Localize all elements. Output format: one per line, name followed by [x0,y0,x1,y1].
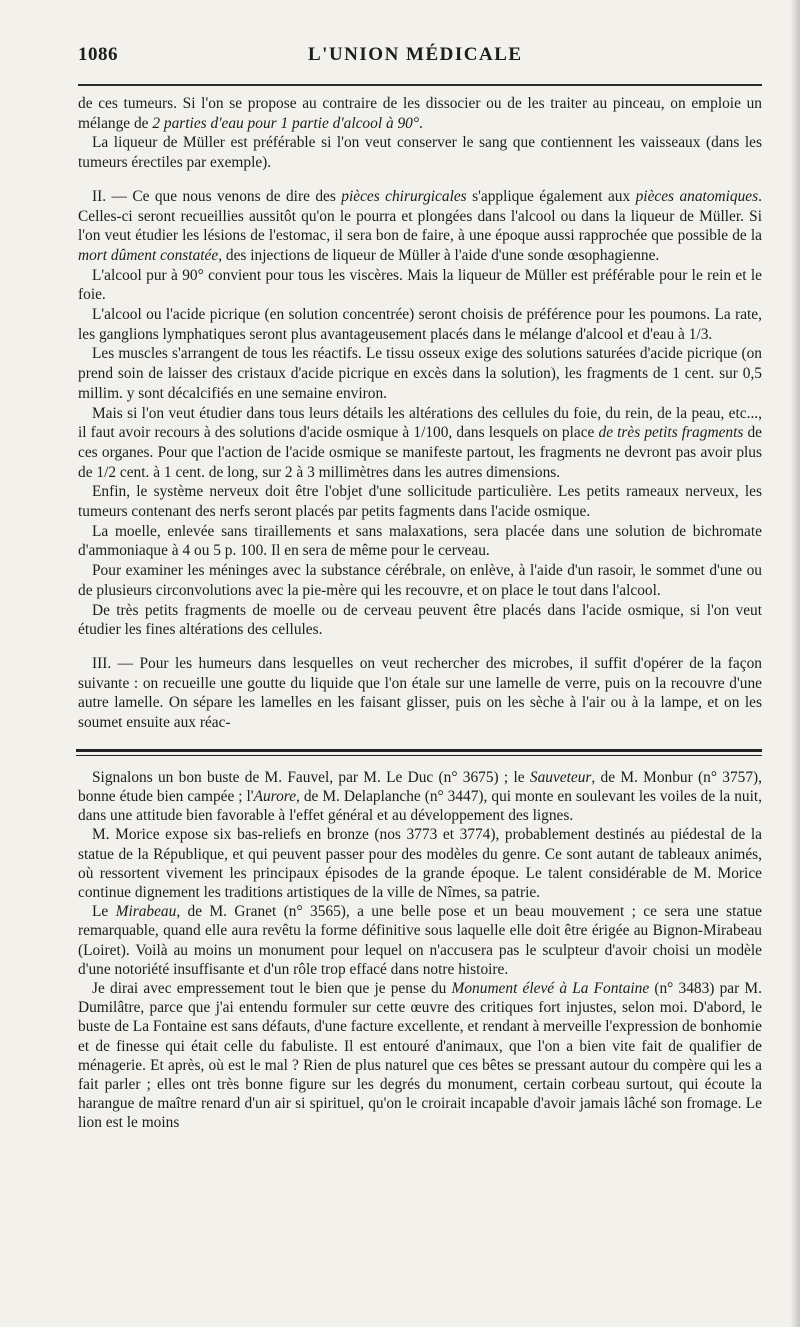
paragraph: L'alcool pur à 90° convient pour tous les viscères. Mais la liqueur de Müller est préférable pour le rein et le foie. [78,266,762,304]
paragraph: L'alcool ou l'acide picrique (en solution concentrée) seront choisis de préférence pour les poumons. La rate, les ganglions lymphatiques seront plus avantageusement placés dans le mélange d'alcool et d'eau à 1/3. [78,306,762,343]
article-body [78,94,762,733]
paragraph: Je dirai avec empressement tout le bien que je pense du Monument élevé à La Fontaine (n° 3483) par M. Dumilâtre, parce que j'ai entendu formuler sur cette œuvre des critiques fort injustes, selon moi. D'abord, le buste de La Fontaine est sans défauts, d'une facture excellente, et rendant à merveille l'expression de bonhomie et de finesse qui était celle du fabuliste. Il est entouré d'animaux, que l'on a bien vite fait de qualifier de ménagerie. Et après, où est le mal ? Rien de plus naturel que ces bêtes se pressant autour du compère qui les a fait parler ; elles ont très bonne figure sur les degrés du monument, certain corbeau surtout, qui écoute la harangue de maître renard d'un air si spirituel, qu'on le croirait incapable d'avoir jamais lâché son fromage. Le lion est le moins [78,980,762,1132]
paragraph: La liqueur de Müller est préférable si l'on veut conserver le sang que contiennent les vaisseaux (dans les tumeurs érectiles par exemple). [78,134,762,172]
section-ii-paragraph: II. — Ce que nous venons de dire des pièces chirurgicales s'applique également aux pièces anatomiques. Celles-ci seront recueillies aussitôt qu'on le pourra et plongées dans l'alcool ou dans la liqueur de Müller. Si l'on veut étudier les lésions de l'estomac, il sera bon de faire, à une époque aussi rapprochée que possible de la mort dûment constatée, des injections de liqueur de Müller à l'aide d'une sonde œsophagienne. [78,187,762,264]
feuilleton-body [78,768,762,1133]
page-header [78,44,762,72]
page-number: 1086 [78,44,118,65]
paragraph: Signalons un bon buste de M. Fauvel, par M. Le Duc (n° 3675) ; le Sauveteur, de M. Monbur (n° 3757), bonne étude bien campée ; l'Aurore, de M. Delaplanche (n° 3447), qui monte en soulevant les voiles de la nuit, dans une attitude bien favorable à l'effet général et au développement des lignes. [78,768,763,825]
paragraph: La moelle, enlevée sans tiraillements et sans malaxations, sera placée dans une solution de bichromate d'ammoniaque à 4 ou 5 p. 100. Il en sera de même pour le cerveau. [78,522,762,560]
header-rule [78,84,762,86]
feuilleton-divider [76,749,762,756]
paragraph: Le Mirabeau, de M. Granet (n° 3565), a une belle pose et un beau mouvement ; ce sera une statue remarquable, quand elle aura revêtu la forme définitive sous laquelle elle doit être érigée au Bignon-Mirabeau (Loiret). Voilà au moins un monument pour lequel on n'accusera pas le sculpteur d'avoir choisi un modèle d'une notoriété insuffisante et d'un rôle trop effacé dans notre histoire. [78,903,762,978]
paragraph: Les muscles s'arrangent de tous les réactifs. Le tissu osseux exige des solutions saturées d'acide picrique (on prend soin de laisser des cristaux d'acide picrique en excès dans la solution), les fragments de 1 cent. sur 0,5 millim. y sont décalcifiés en une semaine environ. [78,345,762,402]
paragraph: De très petits fragments de moelle ou de cerveau peuvent être placés dans l'acide osmique, si l'on veut étudier les fines altérations des cellules. [78,601,762,639]
paragraph: de ces tumeurs. Si l'on se propose au contraire de les dissocier ou de les traiter au pinceau, on emploie un mélange de 2 parties d'eau pour 1 partie d'alcool à 90°. [78,95,762,132]
paragraph: Pour examiner les méninges avec la substance cérébrale, on enlève, à l'aide d'un rasoir, le sommet d'une ou de plusieurs circonvolutions avec la pie-mère qui les recouvre, et on place le tout dans l'alcool. [78,562,762,599]
section-iii-paragraph: III. — Pour les humeurs dans lesquelles on veut rechercher des microbes, il suffit d'opérer de la façon suivante : on recueille une goutte du liquide que l'on étale sur une lamelle de verre, puis on la recouvre d'une autre lamelle. On sépare les lamelles en les faisant glisser, puis on les sèche à l'air ou à la lampe, et on les soumet ensuite aux réac- [78,654,762,732]
paragraph: Enfin, le système nerveux doit être l'objet d'une sollicitude particulière. Les petits rameaux nerveux, les tumeurs contenant des nerfs seront placés par petits fagments dans l'acide osmique. [78,483,762,521]
journal-title: L'UNION MÉDICALE [308,44,523,65]
paragraph: M. Morice expose six bas-reliefs en bronze (nos 3773 et 3774), probablement destinés au piédestal de la statue de la République, et qui peuvent passer pour des modèles du genre. Ce sont autant de tableaux animés, où ressortent vivement les principaux épisodes de la grande époque. Le talent considérable de M. Morice continue dignement les traditions artistiques de la ville de Nîmes, sa patrie. [78,826,762,902]
paragraph: Mais si l'on veut étudier dans tous leurs détails les altérations des cellules du foie, du rein, de la peau, etc..., il faut avoir recours à des solutions d'acide osmique à 1/100, dans lesquels on place de très petits fragments de ces organes. Pour que l'action de l'acide osmique se manifeste partout, les fragments ne devront pas avoir plus de 1/2 cent. à 1 cent. de long, sur 2 à 3 millimètres dans les autres dimensions. [78,404,762,481]
